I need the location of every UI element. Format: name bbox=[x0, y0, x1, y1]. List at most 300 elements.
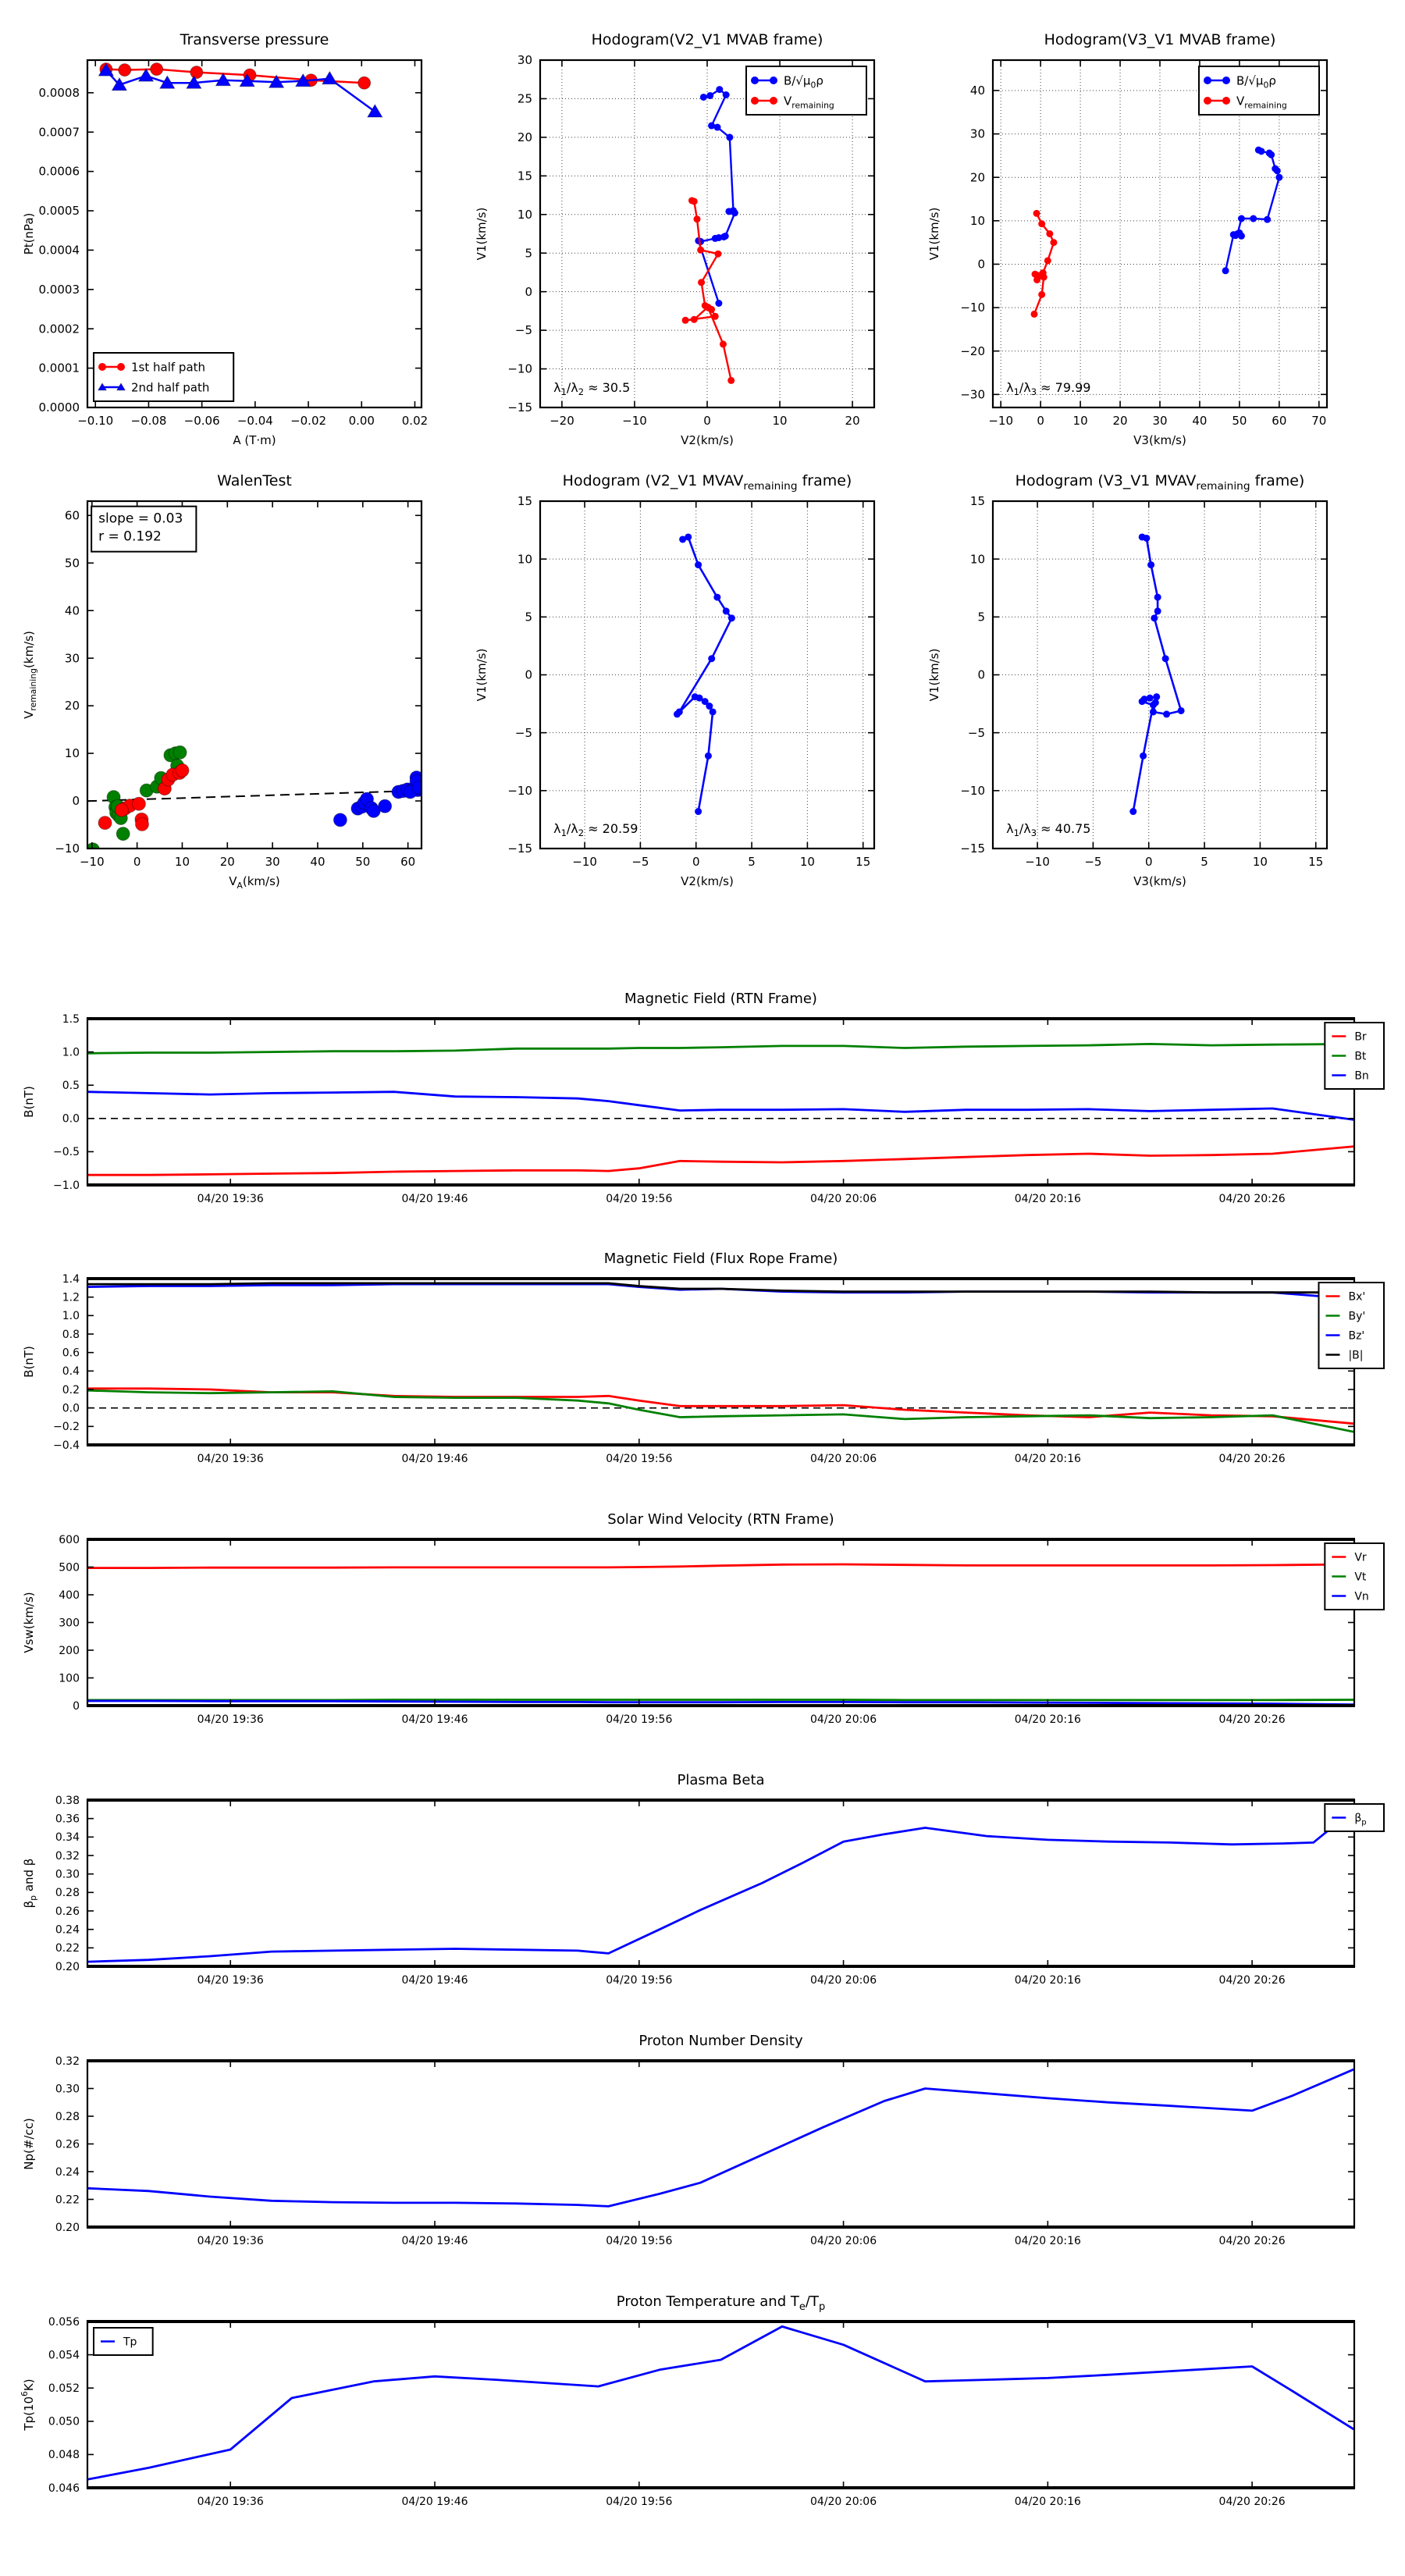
chart-plasma-beta bbox=[16, 1753, 1389, 2013]
y-tick-label: 0.0000 bbox=[38, 400, 80, 415]
axes-frame bbox=[87, 2322, 1354, 2488]
x-tick-label: 70 bbox=[1311, 414, 1327, 428]
point-marker bbox=[115, 803, 128, 817]
legend bbox=[1325, 1543, 1384, 1610]
point-marker bbox=[770, 76, 777, 84]
y-tick-label: 10 bbox=[517, 207, 532, 222]
point-marker bbox=[173, 745, 187, 759]
ticks bbox=[53, 1273, 1354, 1465]
plot-magnetic-field-flux-rope bbox=[16, 1232, 1389, 1492]
x-tick-label: 04/20 19:46 bbox=[401, 1713, 468, 1726]
y-tick-label: 0.24 bbox=[55, 2165, 80, 2179]
y-tick-label: 15 bbox=[517, 169, 532, 183]
x-tick-label: 60 bbox=[400, 855, 416, 869]
series-line-0 bbox=[87, 1809, 1354, 1962]
y-tick-label: 0.0002 bbox=[38, 322, 80, 336]
series-markers-1 bbox=[98, 63, 382, 117]
point-marker bbox=[714, 124, 721, 131]
chart-magnetic-field-flux-rope bbox=[16, 1232, 1389, 1492]
point-marker bbox=[135, 817, 148, 831]
y-tick-label: 0.0004 bbox=[38, 243, 80, 258]
x-axis-label: A (T·m) bbox=[233, 433, 276, 447]
x-tick-label: −10 bbox=[79, 855, 105, 869]
x-tick-label: 04/20 19:46 bbox=[401, 2496, 468, 2508]
y-tick-label: 300 bbox=[59, 1617, 80, 1630]
point-marker bbox=[98, 817, 112, 830]
y-tick-label: 0.34 bbox=[55, 1831, 80, 1845]
ticks bbox=[55, 1795, 1354, 1987]
legend-label: 1st half path bbox=[131, 360, 206, 375]
annotation-text: $\lambda_1/\lambda_2 \approx 30.5$ bbox=[553, 379, 631, 397]
x-tick-label: 10 bbox=[174, 855, 190, 869]
chart-title: Hodogram (V2_V1 $MVAV_{remaining}$ frame) bbox=[562, 472, 852, 493]
legend bbox=[1199, 66, 1319, 115]
x-tick-label: 04/20 20:16 bbox=[1014, 1453, 1081, 1465]
triangle-marker bbox=[322, 72, 337, 84]
series-group bbox=[87, 2069, 1354, 2207]
y-axis-label: $V_{remaining}(km/s)$ bbox=[22, 631, 38, 719]
point-marker bbox=[1040, 274, 1048, 281]
y-tick-label: −5 bbox=[514, 323, 532, 338]
legend-label: Bn bbox=[1354, 1069, 1369, 1083]
x-tick-label: 0 bbox=[703, 414, 711, 428]
x-tick-label: 10 bbox=[772, 414, 788, 428]
y-tick-label: 0.4 bbox=[62, 1365, 80, 1379]
series-markers-1 bbox=[682, 197, 735, 383]
y-tick-label: 0.20 bbox=[55, 2221, 80, 2234]
y-tick-label: −5 bbox=[514, 725, 532, 740]
y-tick-label: −5 bbox=[967, 725, 985, 740]
point-marker bbox=[132, 797, 145, 810]
y-tick-label: 0.32 bbox=[55, 1849, 80, 1863]
legend bbox=[94, 353, 233, 401]
x-tick-label: 04/20 20:26 bbox=[1218, 1453, 1286, 1465]
x-tick-label: 04/20 19:46 bbox=[401, 1974, 468, 1987]
point-marker bbox=[1151, 614, 1158, 621]
point-marker bbox=[379, 799, 392, 813]
x-tick-label: −20 bbox=[550, 414, 574, 428]
x-tick-label: 50 bbox=[1232, 414, 1247, 428]
point-marker bbox=[1162, 655, 1169, 662]
point-marker bbox=[1129, 808, 1136, 815]
series-markers-3 bbox=[333, 771, 425, 827]
x-tick-label: 0.02 bbox=[401, 414, 429, 428]
x-tick-label: 04/20 19:56 bbox=[606, 2235, 673, 2247]
x-tick-label: 04/20 19:46 bbox=[401, 1453, 468, 1465]
y-tick-label: 0.22 bbox=[55, 1942, 80, 1955]
y-tick-label: 50 bbox=[64, 556, 80, 571]
y-tick-label: 0 bbox=[977, 667, 985, 682]
ticks bbox=[48, 2316, 1354, 2508]
x-tick-label: 0 bbox=[1037, 414, 1044, 428]
x-tick-label: 04/20 20:06 bbox=[809, 1193, 877, 1205]
legend-label: Bz' bbox=[1348, 1329, 1365, 1343]
point-marker bbox=[1153, 693, 1160, 700]
y-tick-label: 0.26 bbox=[55, 1905, 80, 1918]
series-line-1 bbox=[87, 1044, 1354, 1053]
axes-frame bbox=[87, 1539, 1354, 1706]
y-tick-label: 0.32 bbox=[55, 2055, 80, 2068]
y-tick-label: 600 bbox=[59, 1533, 80, 1546]
y-tick-label: 0.0001 bbox=[38, 361, 80, 375]
x-axis-label: V3(km/s) bbox=[1133, 433, 1186, 447]
point-marker bbox=[412, 781, 425, 794]
triangle-marker bbox=[368, 105, 382, 117]
x-tick-label: 30 bbox=[265, 855, 280, 869]
y-tick-label: 0.0006 bbox=[38, 164, 80, 179]
legend-label: 2nd half path bbox=[131, 380, 210, 395]
y-axis-label: B(nT) bbox=[22, 1086, 36, 1118]
point-marker bbox=[1050, 239, 1057, 246]
chart-walen-test bbox=[16, 453, 453, 894]
legend-label: By' bbox=[1348, 1310, 1366, 1323]
axes-frame bbox=[87, 2061, 1354, 2227]
point-marker bbox=[1275, 174, 1282, 181]
point-marker bbox=[697, 247, 704, 254]
x-tick-label: 04/20 20:26 bbox=[1218, 1193, 1286, 1205]
point-marker bbox=[1222, 267, 1229, 274]
point-marker bbox=[1033, 210, 1040, 217]
x-tick-label: 04/20 19:36 bbox=[197, 1193, 264, 1205]
series-line-0 bbox=[87, 1564, 1354, 1568]
plot-hodogram-v2v1-mvab bbox=[468, 12, 905, 453]
y-tick-label: 0.054 bbox=[48, 2349, 80, 2362]
y-tick-label: −10 bbox=[960, 301, 985, 315]
axes-frame bbox=[87, 1279, 1354, 1445]
x-tick-label: 50 bbox=[355, 855, 371, 869]
point-marker bbox=[1222, 76, 1230, 84]
y-axis-label: $Tp(10^6K)$ bbox=[20, 2379, 36, 2431]
x-tick-label: 0 bbox=[133, 855, 141, 869]
chart-title: Magnetic Field (RTN Frame) bbox=[624, 991, 817, 1007]
series-group bbox=[87, 1564, 1354, 1705]
y-tick-label: 200 bbox=[59, 1644, 80, 1657]
x-tick-label: 04/20 20:06 bbox=[809, 2496, 877, 2508]
y-tick-label: −15 bbox=[507, 841, 532, 856]
chart-title: Proton Number Density bbox=[638, 2033, 803, 2049]
ticks bbox=[55, 2055, 1354, 2247]
y-tick-label: 1.4 bbox=[62, 1272, 80, 1286]
x-tick-label: 04/20 19:36 bbox=[197, 2496, 264, 2508]
x-tick-label: −10 bbox=[1025, 855, 1050, 869]
legend-label: Tp bbox=[123, 2336, 137, 2349]
axes-frame bbox=[87, 1800, 1354, 1966]
ticks bbox=[960, 494, 1327, 869]
y-tick-label: 0.28 bbox=[55, 2110, 80, 2123]
plot-hodogram-v2v1-mvav bbox=[468, 453, 905, 894]
point-marker bbox=[1238, 215, 1245, 222]
chart-hodogram-v3v1-mvav bbox=[921, 453, 1358, 894]
chart-title: WalenTest bbox=[217, 472, 292, 489]
chart-proton-temperature bbox=[16, 2275, 1389, 2535]
x-tick-label: 04/20 19:36 bbox=[197, 1713, 264, 1726]
y-tick-label: 0.0003 bbox=[38, 282, 80, 297]
annotation-text: $\lambda_1/\lambda_3 \approx 79.99$ bbox=[1006, 379, 1091, 397]
legend bbox=[1325, 1023, 1384, 1089]
series-line-0 bbox=[87, 2069, 1354, 2207]
point-marker bbox=[712, 235, 719, 242]
point-marker bbox=[685, 533, 692, 540]
y-tick-label: 0.0 bbox=[62, 1402, 80, 1415]
point-marker bbox=[751, 76, 759, 84]
chart-solar-wind-velocity bbox=[16, 1493, 1389, 1752]
x-tick-label: 20 bbox=[219, 855, 235, 869]
plot-transverse-pressure bbox=[16, 12, 453, 453]
chart-title: Transverse pressure bbox=[180, 31, 329, 48]
x-tick-label: −10 bbox=[572, 855, 597, 869]
point-marker bbox=[706, 92, 713, 99]
series-markers-1 bbox=[1030, 210, 1057, 318]
point-marker bbox=[1255, 147, 1262, 154]
point-marker bbox=[1154, 594, 1161, 601]
y-axis-label: Vsw(km/s) bbox=[22, 1592, 36, 1653]
series-group bbox=[87, 1809, 1354, 1962]
point-marker bbox=[674, 710, 681, 717]
point-marker bbox=[731, 209, 738, 216]
point-marker bbox=[1033, 276, 1040, 283]
x-axis-label: V2(km/s) bbox=[681, 874, 734, 888]
plot-proton-number-density bbox=[16, 2014, 1389, 2274]
x-tick-label: 5 bbox=[748, 855, 756, 869]
series-group bbox=[1030, 147, 1282, 318]
y-tick-label: −10 bbox=[960, 783, 985, 798]
series-markers-0 bbox=[1222, 147, 1283, 275]
point-marker bbox=[700, 94, 707, 101]
x-tick-label: 04/20 20:16 bbox=[1014, 2235, 1081, 2247]
legend-label: Bx' bbox=[1348, 1290, 1366, 1304]
point-marker bbox=[716, 86, 723, 93]
x-tick-label: 10 bbox=[799, 855, 815, 869]
y-tick-label: 0.30 bbox=[55, 2083, 80, 2096]
point-marker bbox=[1154, 607, 1161, 614]
x-tick-label: 5 bbox=[1200, 855, 1208, 869]
y-tick-label: 0.30 bbox=[55, 1868, 80, 1881]
y-tick-label: 0.0005 bbox=[38, 204, 80, 219]
x-tick-label: 04/20 19:46 bbox=[401, 2235, 468, 2247]
y-tick-label: −10 bbox=[507, 783, 532, 798]
point-marker bbox=[682, 317, 689, 324]
y-tick-label: 1.2 bbox=[62, 1291, 80, 1304]
x-tick-label: 40 bbox=[310, 855, 325, 869]
x-tick-label: −10 bbox=[622, 414, 647, 428]
legend bbox=[1325, 1804, 1384, 1831]
point-marker bbox=[358, 76, 371, 89]
y-tick-label: 0.0007 bbox=[38, 125, 80, 140]
y-axis-label: V1(km/s) bbox=[475, 648, 489, 702]
point-marker bbox=[116, 827, 130, 841]
y-tick-label: −0.4 bbox=[53, 1439, 80, 1452]
point-marker bbox=[723, 607, 730, 614]
point-marker bbox=[1272, 165, 1279, 173]
chart-hodogram-v3v1-mvab bbox=[921, 12, 1358, 453]
legend-label: Bt bbox=[1354, 1050, 1367, 1063]
point-marker bbox=[333, 813, 347, 827]
point-marker bbox=[712, 313, 719, 320]
y-axis-label: Pt(nPa) bbox=[22, 212, 36, 255]
x-tick-label: −5 bbox=[631, 855, 649, 869]
ticks bbox=[59, 1534, 1354, 1726]
legend-label: $V_{remaining}$ bbox=[784, 94, 834, 111]
y-tick-label: 30 bbox=[969, 126, 985, 141]
point-marker bbox=[698, 279, 705, 286]
x-tick-label: 04/20 19:56 bbox=[606, 2496, 673, 2508]
series-group bbox=[87, 1044, 1354, 1175]
point-marker bbox=[715, 300, 722, 307]
series-line-0 bbox=[1225, 150, 1279, 271]
y-tick-label: 0.38 bbox=[55, 1794, 80, 1807]
y-tick-label: 1.0 bbox=[62, 1310, 80, 1323]
y-tick-label: 15 bbox=[517, 494, 532, 509]
x-tick-label: 04/20 19:56 bbox=[606, 1453, 673, 1465]
x-tick-label: 0.00 bbox=[348, 414, 375, 428]
legend-label: Vn bbox=[1354, 1590, 1369, 1603]
chart-proton-number-density bbox=[16, 2014, 1389, 2274]
y-tick-label: 0.24 bbox=[55, 1923, 80, 1937]
point-marker bbox=[1178, 707, 1185, 714]
point-marker bbox=[727, 377, 735, 384]
y-tick-label: 10 bbox=[969, 213, 985, 228]
y-tick-label: 20 bbox=[517, 130, 532, 144]
point-marker bbox=[726, 133, 733, 141]
y-tick-label: 0 bbox=[525, 284, 532, 299]
point-marker bbox=[1046, 230, 1053, 237]
chart-title: Magnetic Field (Flux Rope Frame) bbox=[603, 1251, 838, 1267]
y-tick-label: 400 bbox=[59, 1589, 80, 1602]
series-line-1 bbox=[1034, 213, 1054, 314]
legend-label: $V_{remaining}$ bbox=[1236, 94, 1287, 111]
legend-label: $B/√\mu_0\rho$ bbox=[1236, 73, 1276, 91]
y-tick-label: 1.5 bbox=[62, 1012, 80, 1026]
y-tick-label: 0.28 bbox=[55, 1887, 80, 1900]
chart-magnetic-field-rtn bbox=[16, 972, 1389, 1232]
y-tick-label: 0.0 bbox=[62, 1112, 80, 1126]
x-tick-label: 04/20 19:56 bbox=[606, 1974, 673, 1987]
annotation-text: $\lambda_1/\lambda_2 \approx 20.59$ bbox=[553, 820, 638, 838]
y-tick-label: 5 bbox=[525, 610, 532, 624]
x-tick-label: 04/20 20:06 bbox=[809, 2235, 877, 2247]
plot-proton-temperature bbox=[16, 2275, 1389, 2535]
chart-title: Plasma Beta bbox=[677, 1772, 765, 1788]
y-tick-label: 1.0 bbox=[62, 1046, 80, 1059]
point-marker bbox=[751, 97, 759, 105]
x-tick-label: −0.08 bbox=[130, 414, 167, 428]
x-tick-label: 0 bbox=[692, 855, 700, 869]
y-tick-label: 20 bbox=[969, 170, 985, 185]
x-tick-label: −0.06 bbox=[183, 414, 220, 428]
point-marker bbox=[710, 708, 717, 715]
x-axis-label: V2(km/s) bbox=[681, 433, 734, 447]
series-line-1 bbox=[685, 201, 731, 380]
series-line-0 bbox=[1133, 537, 1181, 812]
legend-label: Vr bbox=[1354, 1551, 1367, 1564]
y-tick-label: −0.5 bbox=[53, 1146, 80, 1159]
annotation-text: slope = 0.03 bbox=[98, 511, 183, 527]
series-group bbox=[87, 1283, 1354, 1432]
y-tick-label: 0.0008 bbox=[38, 85, 80, 100]
y-tick-label: 500 bbox=[59, 1561, 80, 1574]
y-tick-label: 25 bbox=[517, 91, 532, 106]
annotation-text: $\lambda_1/\lambda_3 \approx 40.75$ bbox=[1006, 820, 1091, 838]
ticks bbox=[507, 494, 874, 869]
point-marker bbox=[705, 753, 712, 760]
point-marker bbox=[693, 215, 700, 222]
x-tick-label: 04/20 20:26 bbox=[1218, 1713, 1286, 1726]
series-line-1 bbox=[87, 1390, 1354, 1432]
y-tick-label: 15 bbox=[969, 494, 985, 509]
x-tick-label: 04/20 19:46 bbox=[401, 1193, 468, 1205]
point-marker bbox=[708, 655, 715, 662]
y-tick-label: −15 bbox=[507, 400, 532, 415]
chart-title: Hodogram (V3_V1 $MVAV_{remaining}$ frame) bbox=[1015, 472, 1305, 493]
point-marker bbox=[1150, 702, 1157, 709]
y-axis-label: Np(#/cc) bbox=[22, 2118, 36, 2170]
series-line-0 bbox=[678, 537, 732, 812]
series-line-0 bbox=[87, 1147, 1354, 1176]
y-tick-label: 0.048 bbox=[48, 2449, 80, 2462]
y-tick-label: 40 bbox=[64, 603, 80, 618]
point-marker bbox=[1038, 291, 1045, 298]
legend bbox=[746, 66, 866, 115]
x-tick-label: 04/20 20:16 bbox=[1014, 1713, 1081, 1726]
y-tick-label: 0.36 bbox=[55, 1813, 80, 1826]
y-tick-label: 30 bbox=[517, 53, 532, 68]
series-line-2 bbox=[87, 1701, 1354, 1705]
chart-hodogram-v2v1-mvav bbox=[468, 453, 905, 894]
x-tick-label: 10 bbox=[1072, 414, 1088, 428]
x-tick-label: 04/20 20:06 bbox=[809, 1453, 877, 1465]
y-tick-label: −15 bbox=[960, 841, 985, 856]
y-tick-label: 30 bbox=[64, 651, 80, 666]
plot-magnetic-field-rtn bbox=[16, 972, 1389, 1232]
series-group bbox=[682, 86, 738, 384]
y-tick-label: 100 bbox=[59, 1672, 80, 1685]
chart-transverse-pressure bbox=[16, 12, 453, 453]
point-marker bbox=[1044, 257, 1051, 264]
point-marker bbox=[770, 97, 777, 105]
point-marker bbox=[714, 251, 721, 258]
x-tick-label: 04/20 19:36 bbox=[197, 1974, 264, 1987]
y-axis-label: V1(km/s) bbox=[927, 207, 941, 261]
x-tick-label: 04/20 20:16 bbox=[1014, 1974, 1081, 1987]
point-marker bbox=[720, 340, 727, 347]
point-marker bbox=[1264, 216, 1271, 223]
y-axis-label: $\beta_p$ and β bbox=[22, 1858, 38, 1909]
x-tick-label: 04/20 20:06 bbox=[809, 1713, 877, 1726]
point-marker bbox=[1204, 97, 1211, 105]
y-tick-label: 10 bbox=[517, 552, 532, 567]
x-tick-label: 04/20 20:16 bbox=[1014, 2496, 1081, 2508]
point-marker bbox=[1266, 150, 1273, 157]
x-tick-label: 10 bbox=[1252, 855, 1268, 869]
series-group bbox=[86, 745, 425, 856]
x-tick-label: 04/20 20:16 bbox=[1014, 1193, 1081, 1205]
x-tick-label: 15 bbox=[1308, 855, 1324, 869]
annotation-text: r = 0.192 bbox=[98, 528, 162, 545]
chart-title: Hodogram(V2_V1 MVAB frame) bbox=[591, 31, 823, 48]
point-marker bbox=[151, 63, 163, 76]
plot-walen-test bbox=[16, 453, 453, 894]
x-tick-label: −5 bbox=[1084, 855, 1102, 869]
legend-label: $B/√\mu_0\rho$ bbox=[784, 73, 823, 91]
y-tick-label: 5 bbox=[977, 610, 985, 624]
point-marker bbox=[723, 91, 730, 98]
plot-hodogram-v3v1-mvab bbox=[921, 12, 1358, 453]
point-marker bbox=[695, 808, 702, 815]
series-line-0 bbox=[699, 90, 735, 304]
point-marker bbox=[728, 614, 735, 621]
point-marker bbox=[713, 594, 720, 601]
point-marker bbox=[1147, 561, 1154, 568]
